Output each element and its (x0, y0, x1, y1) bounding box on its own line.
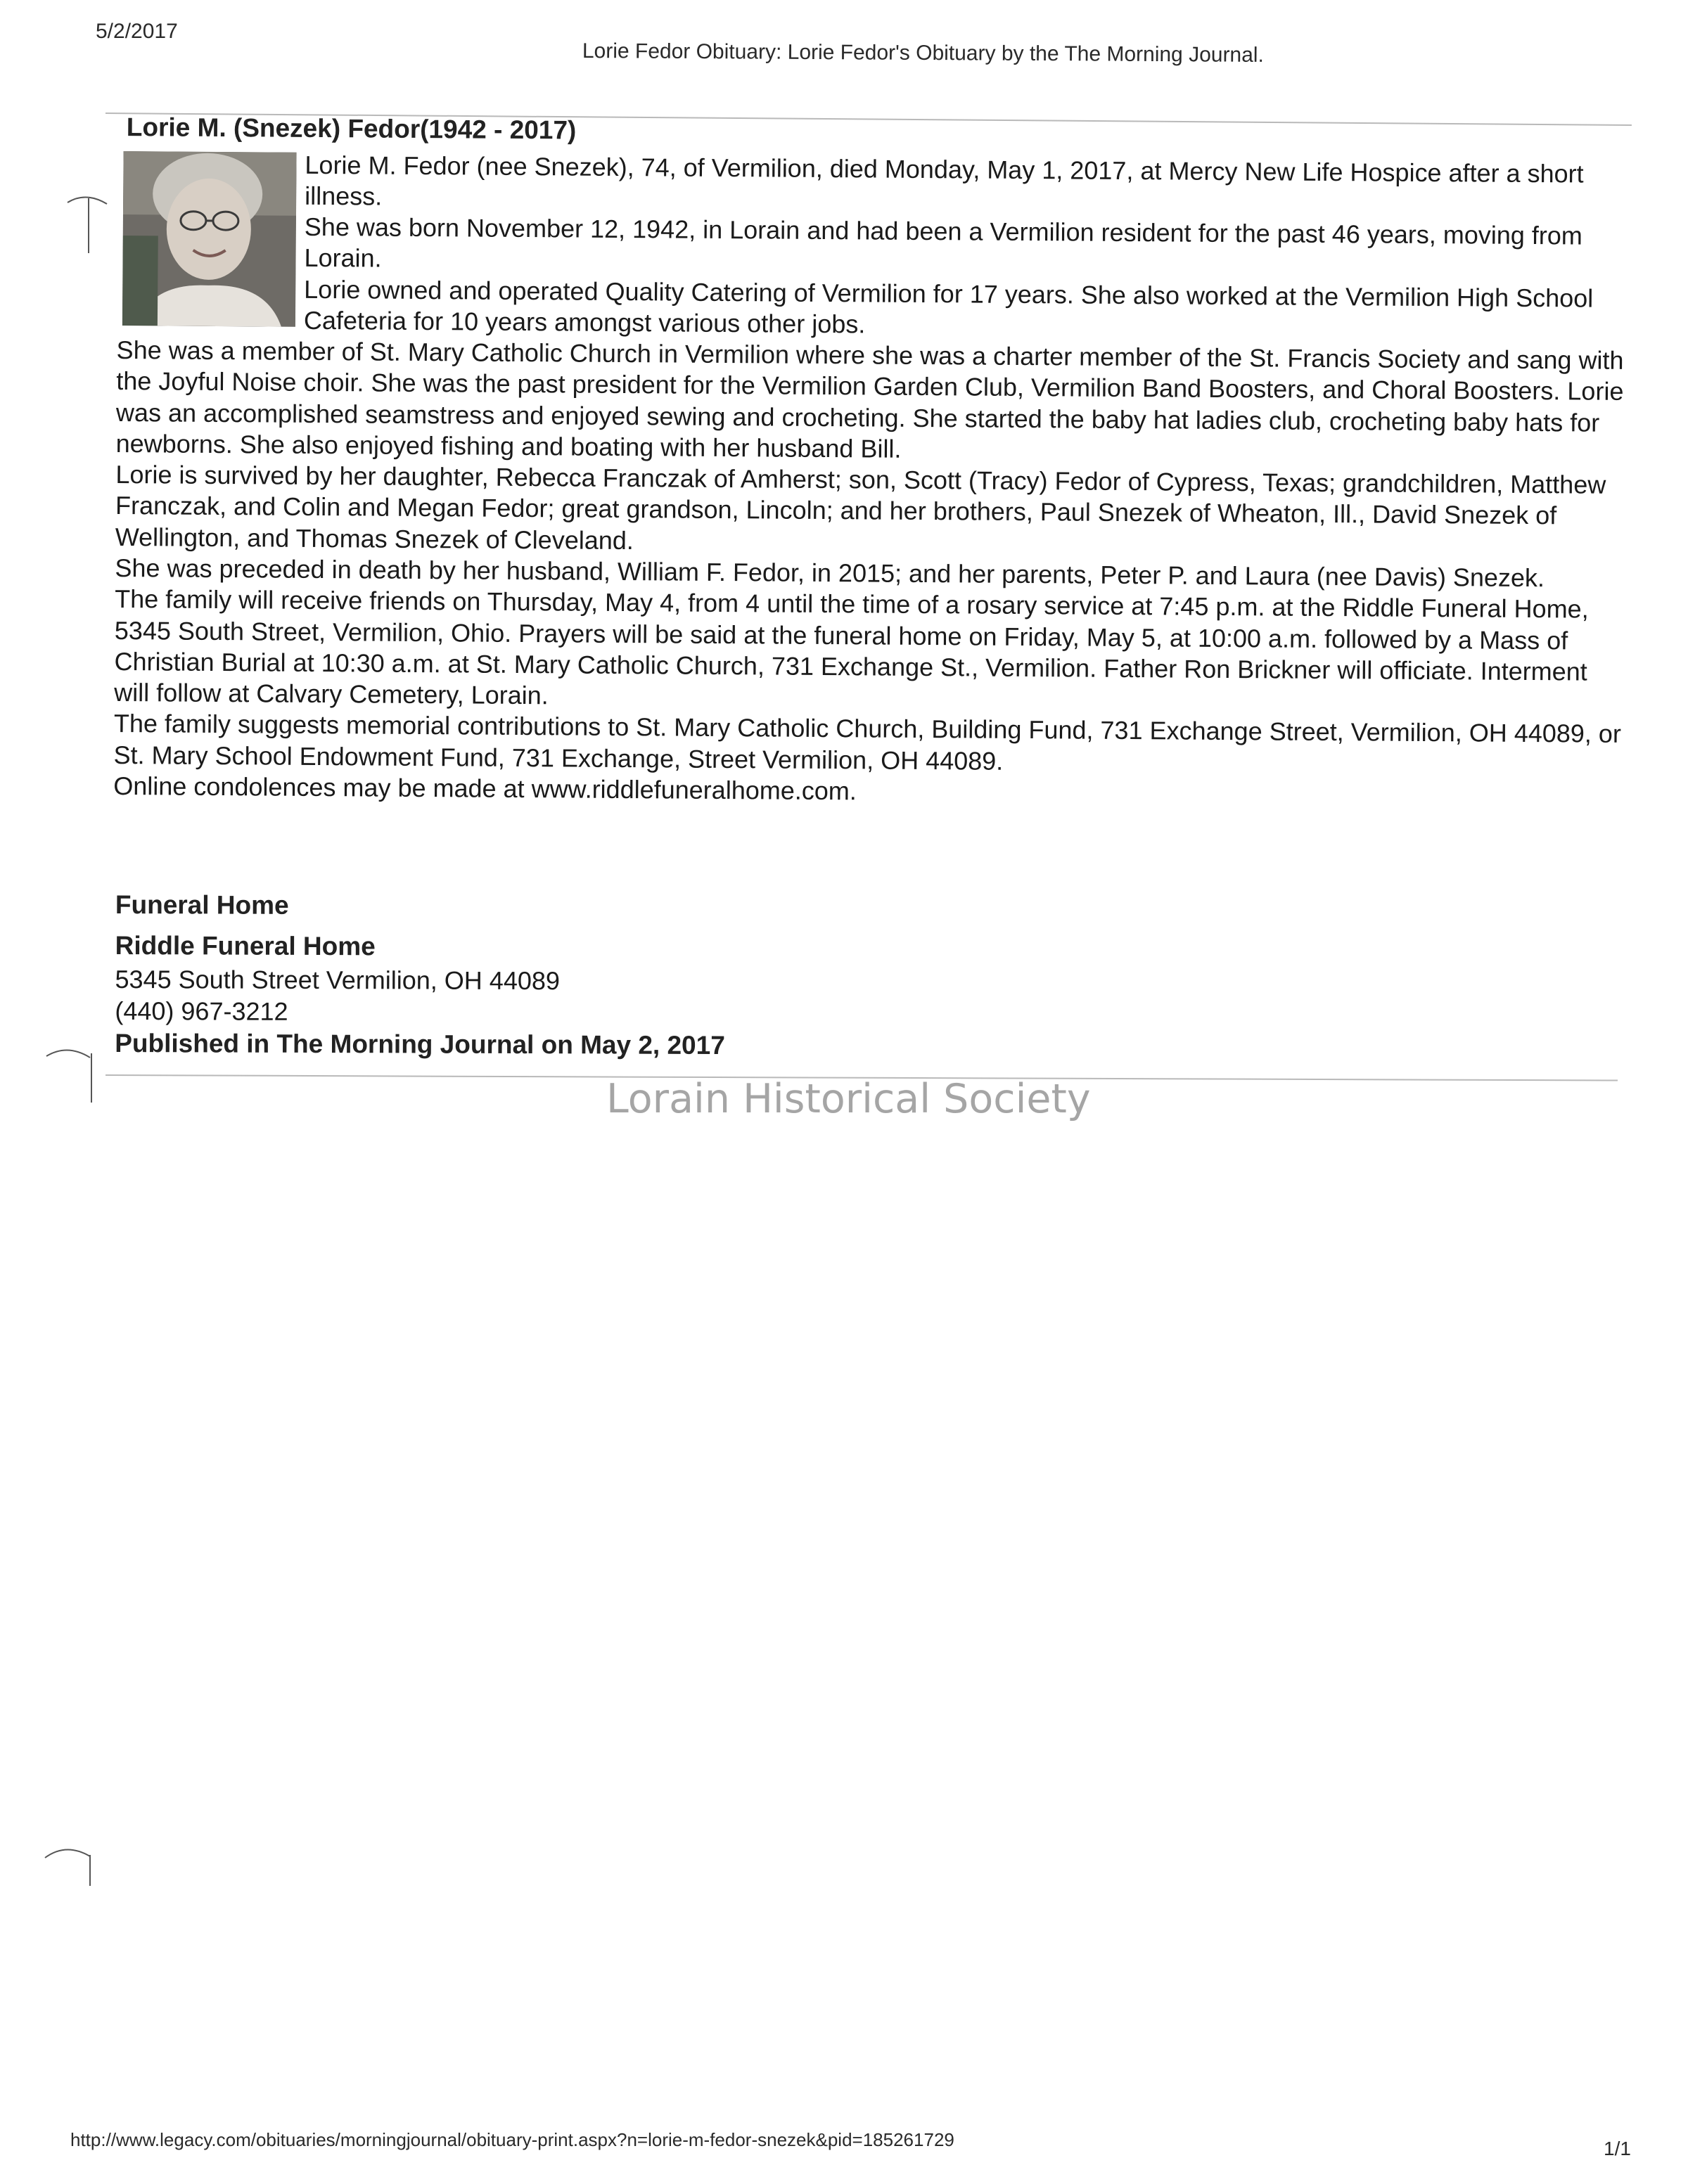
funeral-home-heading: Funeral Home (115, 890, 289, 920)
obituary-heading: Lorie M. (Snezek) Fedor(1942 - 2017) (126, 113, 577, 145)
hole-punch-mark-icon (44, 1043, 93, 1107)
obituary-paragraph: The family suggests memorial contributions to St. Mary Catholic Church, Building Fund, 731 Exchange Street, Vermilion, OH 44089, or St. Mary School Endowment Fund, 731 Exchange, Street Vermilion, OH 44089. (113, 709, 1622, 776)
obituary-paragraph: Online condolences may be made at www.riddlefuneralhome.com. (113, 771, 857, 806)
publication-line: Published in The Morning Journal on May 2, 2017 (115, 1028, 725, 1060)
footer-url: http://www.legacy.com/obituaries/morningjournal/obituary-print.aspx?n=lorie-m-fedor-snezek&pid=185261729 (70, 2129, 954, 2150)
funeral-home-section (115, 890, 959, 1061)
hole-punch-mark-icon (42, 1842, 91, 1906)
obituary (113, 113, 1630, 812)
print-date: 5/2/2017 (96, 20, 178, 43)
obituary-paragraph: She was born November 12, 1942, in Lorain and had been a Vermilion resident for the past 46 years, moving from Lorain. (304, 212, 1583, 273)
obituary-body (113, 148, 1630, 813)
obituary-paragraph: Lorie owned and operated Quality Catering of Vermilion for 17 years. She also worked at the Vermilion High School Cafeteria for 10 years amongst various other jobs. (303, 274, 1594, 339)
portrait-photo (122, 151, 297, 327)
hole-punch-mark-icon (65, 193, 114, 256)
obituary-paragraph: She was preceded in death by her husband, William F. Fedor, in 2015; and her parents, Peter P. and Laura (nee Davis) Snezek. (115, 553, 1545, 593)
obituary-paragraph: The family will receive friends on Thursday, May 4, from 4 until the time of a rosary service at 7:45 p.m. at the Riddle Funeral Home, 5345 South Street, Vermilion, Ohio. Prayers will be said at the funeral home on Friday, May 5, at 10:00 a.m. followed by a Mass of Christian Burial at 10:30 a.m. at St. Mary Catholic Church, 731 Exchange St., Vermilion. Father Ron Brickner will officiate. Interment will follow at Calvary Cemetery, Lorain. (114, 584, 1589, 710)
obituary-paragraph: Lorie is survived by her daughter, Rebecca Franczak of Amherst; son, Scott (Tracy) Fedor of Cypress, Texas; grandchildren, Matthew Franczak, and Colin and Megan Fedor; great grandson, Lincoln; and her brothers, Paul Snezek of Wheaton, Ill., David Snezek of Wellington, and Thomas Snezek of Cleveland. (115, 460, 1606, 555)
funeral-home-address: 5345 South Street Vermilion, OH 44089 (115, 964, 561, 996)
obituary-paragraph: Lorie M. Fedor (nee Snezek), 74, of Vermilion, died Monday, May 1, 2017, at Mercy New Life Hospice after a short illness. (305, 150, 1584, 211)
portrait-image (122, 151, 297, 327)
funeral-home-name: Riddle Funeral Home (115, 930, 376, 961)
page-title: Lorie Fedor Obituary: Lorie Fedor's Obituary by the The Morning Journal. (582, 39, 1264, 67)
funeral-home-phone: (440) 967-3212 (115, 996, 288, 1027)
obituary-paragraph: She was a member of St. Mary Catholic Church in Vermilion where she was a charter member of the St. Francis Society and sang with the Joyful Noise choir. She was the past president for the Vermilion Garden Club, Vermilion Band Boosters, and Choral Boosters. Lorie was an accomplished seamstress and enjoyed sewing and crocheting. She started the baby hat ladies club, crocheting baby hats for newborns. She also enjoyed fishing and boating with her husband Bill. (115, 335, 1624, 463)
page-count: 1/1 (1604, 2138, 1631, 2159)
watermark: Lorain Historical Society (606, 1076, 1091, 1122)
